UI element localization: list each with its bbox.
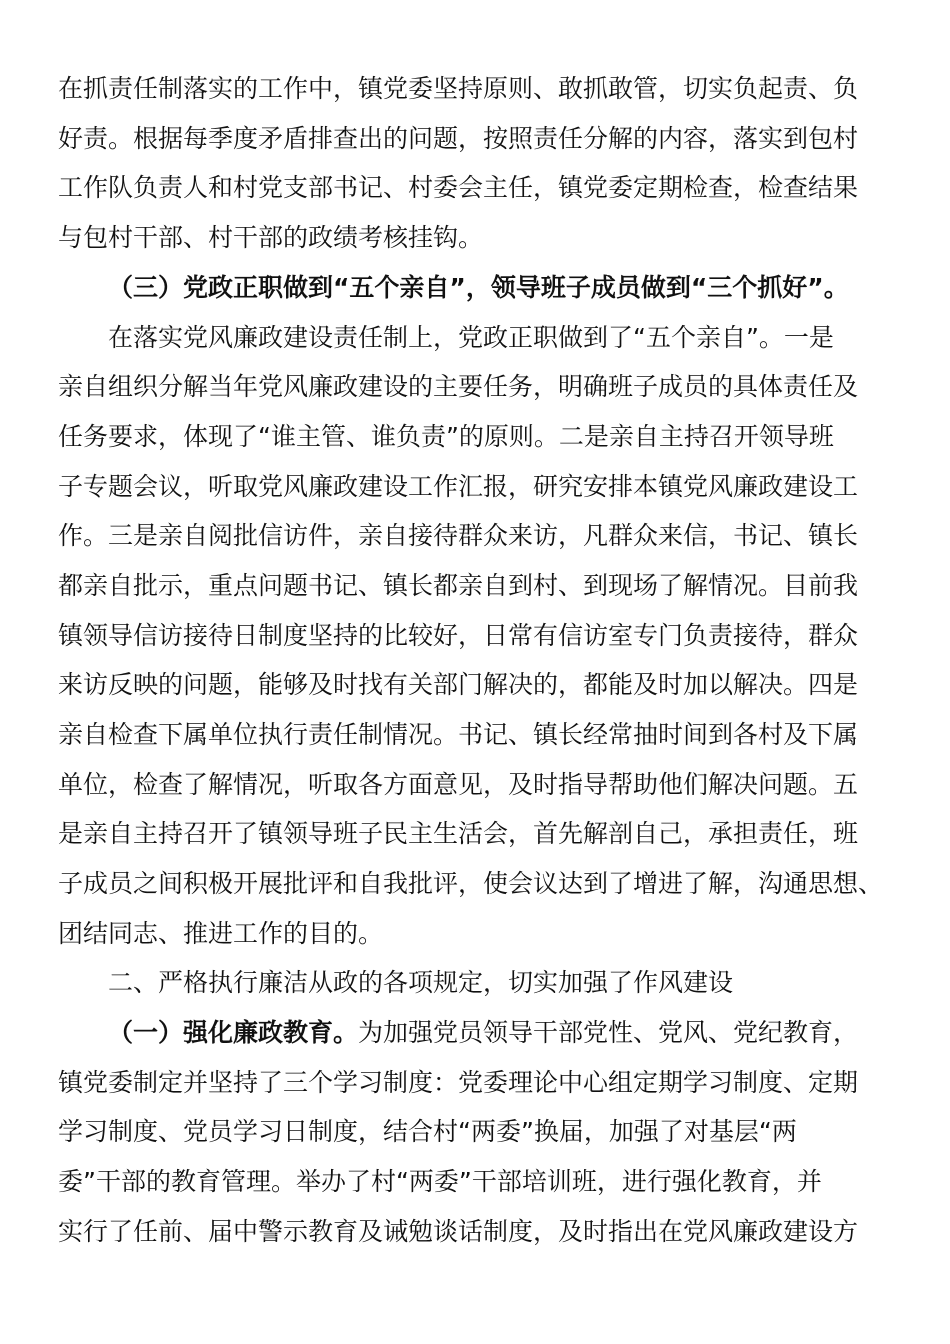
paragraph-line: 在落实党风廉政建设责任制上，党政正职做到了“五个亲自”。一是 [108,323,834,352]
paragraph-line: 在抓责任制落实的工作中，镇党委坚持原则、敢抓敢管，切实负起责、负 [58,74,859,103]
paragraph-line: 实行了任前、届中警示教育及诫勉谈话制度，及时指出在党风廉政建设方 [58,1217,859,1246]
subsection-line [108,1008,858,1058]
paragraph-line: 任务要求，体现了“谁主管、谁负责”的原则。二是亲自主持召开领导班 [58,422,834,451]
paragraph-line: 子专题会议，听取党风廉政建设工作汇报，研究安排本镇党风廉政建设工 [58,472,859,501]
paragraph-line: 作。三是亲自阅批信访件，亲自接待群众来访，凡群众来信，书记、镇长 [58,521,859,550]
paragraph-line: 子成员之间积极开展批评和自我批评，使会议达到了增进了解，沟通思想、 [58,869,884,898]
paragraph-line: 好责。根据每季度矛盾排查出的问题，按照责任分解的内容，落实到包村 [58,124,859,153]
paragraph-line: 学习制度、党员学习日制度，结合村“两委”换届，加强了对基层“两 [58,1117,797,1146]
paragraph-line: 委”干部的教育管理。举办了村“两委”干部培训班，进行强化教育，并 [58,1167,822,1196]
section-heading-two: 二、严格执行廉洁从政的各项规定，切实加强了作风建设 [108,968,734,997]
paragraph-line: 镇领导信访接待日制度坚持的比较好，日常有信访室专门负责接待，群众 [58,621,859,650]
subsection-text: 为加强党员领导干部党性、党风、党纪教育， [358,1018,859,1047]
paragraph-line: 亲自检查下属单位执行责任制情况。书记、镇长经常抽时间到各村及下属 [58,720,859,749]
paragraph-line: 团结同志、推进工作的目的。 [58,919,384,948]
subsection-heading-one: （一）强化廉政教育。 [108,1018,359,1047]
paragraph-line: 镇党委制定并坚持了三个学习制度：党委理论中心组定期学习制度、定期 [58,1068,859,1097]
paragraph-line: 与包村干部、村干部的政绩考核挂钩。 [58,223,484,252]
paragraph-line: 是亲自主持召开了镇领导班子民主生活会，首先解剖自己，承担责任，班 [58,819,859,848]
paragraph-line: 都亲自批示，重点问题书记、镇长都亲自到村、到现场了解情况。目前我 [58,571,859,600]
paragraph-line: 单位，检查了解情况，听取各方面意见，及时指导帮助他们解决问题。五 [58,770,859,799]
section-heading-three: （三）党政正职做到“五个亲自”，领导班子成员做到“三个抓好”。 [108,273,849,302]
paragraph-line: 来访反映的问题，能够及时找有关部门解决的，都能及时加以解决。四是 [58,670,859,699]
paragraph-line: 亲自组织分解当年党风廉政建设的主要任务，明确班子成员的具体责任及 [58,372,859,401]
paragraph-line: 工作队负责人和村党支部书记、村委会主任，镇党委定期检查，检查结果 [58,173,859,202]
